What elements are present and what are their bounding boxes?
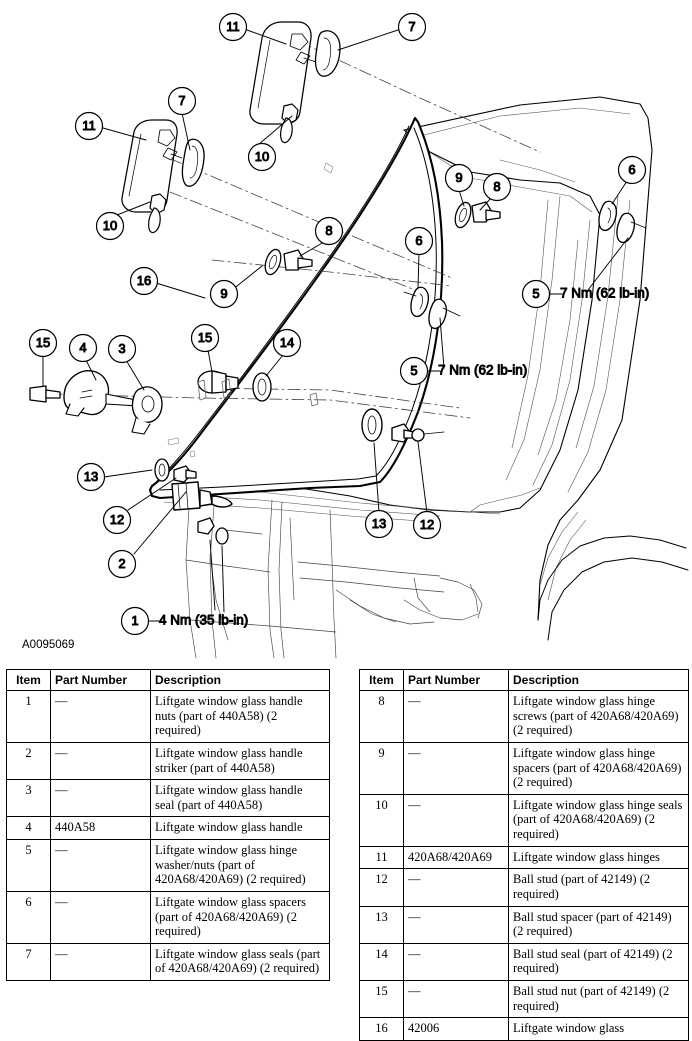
ball-stud-12-right <box>392 424 444 442</box>
hinge-seal-lower-7 <box>182 139 204 186</box>
wheel-arch <box>538 536 688 640</box>
callout-13 <box>366 511 393 538</box>
callout-2 <box>109 551 136 578</box>
cell-description: Liftgate window glass hinges <box>509 846 689 869</box>
callout-15 <box>192 325 219 352</box>
glass-washer-nut-5-lower <box>429 299 460 328</box>
callout-number: 6 <box>628 161 636 177</box>
column-header-description: Description <box>151 670 330 691</box>
cell-part-number: 42006 <box>404 1018 509 1041</box>
table-row <box>7 780 330 817</box>
cell-part-number: — <box>51 891 151 943</box>
ball-stud-nut-15-left <box>30 386 60 402</box>
cell-description: Ball stud nut (part of 42149) (2 required) <box>509 981 689 1018</box>
cell-item: 5 <box>7 840 51 892</box>
ball-stud-spacer-13-left <box>155 459 169 481</box>
cell-item: 1 <box>7 691 51 743</box>
callout-10 <box>97 213 124 240</box>
callout-number: 5 <box>410 362 418 378</box>
callout-10 <box>249 144 276 171</box>
torque-label <box>560 286 649 301</box>
callout-number: 7 <box>408 18 416 34</box>
glass-washer-nut-5-upper <box>617 213 646 242</box>
hinge-spacer-9-lower <box>262 247 283 276</box>
callout-13 <box>78 464 105 491</box>
callout-14 <box>274 330 301 357</box>
callout-3 <box>109 336 136 363</box>
parts-table-left <box>6 669 330 981</box>
callout-number: 9 <box>220 285 228 301</box>
table-row <box>360 869 689 906</box>
ball-stud-seal-14 <box>253 373 271 401</box>
cell-part-number: — <box>404 794 509 846</box>
callout-number: 5 <box>532 285 540 301</box>
table-row <box>7 840 330 892</box>
cell-item: 4 <box>7 817 51 840</box>
cell-description: Liftgate window glass hinge washer/nuts (part of 420A68/420A69) (2 required) <box>151 840 330 892</box>
cell-part-number: 420A68/420A69 <box>404 846 509 869</box>
callout-5 <box>401 358 428 385</box>
ball-stud-spacer-13-right <box>362 409 382 441</box>
liftgate-handle-4 <box>64 371 138 416</box>
callout-9 <box>211 281 238 308</box>
cell-item: 10 <box>360 794 404 846</box>
cell-description: Liftgate window glass handle nuts (part of 440A58) (2 required) <box>151 691 330 743</box>
callout-number: 15 <box>35 334 51 350</box>
callout-number: 11 <box>82 117 96 133</box>
handle-seal-3 <box>132 387 162 434</box>
hinge-seal-upper-7 <box>315 31 340 76</box>
callout-number: 16 <box>136 272 152 288</box>
cell-item: 15 <box>360 981 404 1018</box>
callout-number: 10 <box>102 217 118 233</box>
cell-part-number: — <box>51 943 151 980</box>
callout-number: 13 <box>83 468 99 484</box>
torque-value: 7 Nm (62 lb-in) <box>560 285 650 301</box>
cell-item: 16 <box>360 1018 404 1041</box>
cell-description: Liftgate window glass handle striker (part of 440A58) <box>151 742 330 779</box>
callout-1 <box>122 608 149 635</box>
callout-number: 3 <box>118 340 126 356</box>
cell-part-number: — <box>404 742 509 794</box>
cell-item: 3 <box>7 780 51 817</box>
table-row <box>360 906 689 943</box>
table-header-row <box>7 670 330 691</box>
cell-item: 9 <box>360 742 404 794</box>
callout-5 <box>523 281 550 308</box>
drawing-id: A0095069 <box>22 639 75 651</box>
cell-item: 13 <box>360 906 404 943</box>
cell-part-number: — <box>51 691 151 743</box>
cell-description: Ball stud spacer (part of 42149) (2 required) <box>509 906 689 943</box>
cell-description: Liftgate window glass spacers (part of 420A68/420A69) (2 required) <box>151 891 330 943</box>
table-row <box>360 943 689 980</box>
cell-part-number: — <box>51 840 151 892</box>
callout-7 <box>169 88 196 115</box>
callout-number: 4 <box>79 339 87 355</box>
column-header-item: Item <box>7 670 51 691</box>
callout-6 <box>406 228 433 255</box>
table-header-row <box>360 670 689 691</box>
cell-description: Liftgate window glass handle seal (part of 440A58) <box>151 780 330 817</box>
lower-body-panel <box>186 490 482 658</box>
callout-9 <box>446 165 473 192</box>
callout-8 <box>484 174 511 201</box>
cell-part-number: — <box>404 869 509 906</box>
cell-part-number: 440A58 <box>51 817 151 840</box>
callout-6 <box>619 157 646 184</box>
column-header-part-number: Part Number <box>51 670 151 691</box>
column-header-description: Description <box>509 670 689 691</box>
glass-spacer-6-upper <box>599 201 616 230</box>
callout-number: 2 <box>118 555 126 571</box>
callout-12 <box>104 507 131 534</box>
callout-number: 13 <box>371 515 387 531</box>
hinge-screw-8-lower <box>284 250 312 270</box>
callout-number: 15 <box>197 329 213 345</box>
callout-11 <box>220 14 247 41</box>
table-row <box>360 691 689 743</box>
callout-15 <box>30 330 57 357</box>
table-row <box>360 742 689 794</box>
torque-label <box>159 613 248 628</box>
cell-item: 8 <box>360 691 404 743</box>
callout-12 <box>414 512 441 539</box>
torque-value: 4 Nm (35 lb-in) <box>159 612 249 628</box>
cell-description: Liftgate window glass <box>509 1018 689 1041</box>
table-row <box>360 794 689 846</box>
cell-part-number: — <box>404 943 509 980</box>
cell-description: Liftgate window glass hinge seals (part of 420A68/420A69) (2 required) <box>509 794 689 846</box>
cell-description: Ball stud seal (part of 42149) (2 required) <box>509 943 689 980</box>
callout-16 <box>131 268 158 295</box>
cell-description: Liftgate window glass handle <box>151 817 330 840</box>
column-header-part-number: Part Number <box>404 670 509 691</box>
callout-number: 11 <box>226 18 240 34</box>
callout-number: 8 <box>493 178 501 194</box>
parts-table-right <box>359 669 689 1041</box>
cell-part-number: — <box>404 981 509 1018</box>
column-header-item: Item <box>360 670 404 691</box>
cell-description: Liftgate window glass hinge spacers (part of 420A68/420A69) (2 required) <box>509 742 689 794</box>
hinge-spacer-lower-10 <box>149 194 166 233</box>
cell-item: 2 <box>7 742 51 779</box>
callout-number: 6 <box>415 232 423 248</box>
cell-description: Liftgate window glass seals (part of 420A68/420A69) (2 required) <box>151 943 330 980</box>
hinge-spacer-9-upper <box>452 200 473 229</box>
cell-description: Ball stud (part of 42149) (2 required) <box>509 869 689 906</box>
callout-4 <box>70 335 97 362</box>
cell-item: 12 <box>360 869 404 906</box>
cell-item: 11 <box>360 846 404 869</box>
cell-part-number: — <box>404 691 509 743</box>
callout-number: 1 <box>131 612 139 628</box>
table-row <box>7 891 330 943</box>
cell-item: 7 <box>7 943 51 980</box>
callout-8 <box>316 218 343 245</box>
cell-part-number: — <box>51 780 151 817</box>
callout-number: 7 <box>178 92 186 108</box>
cell-part-number: — <box>404 906 509 943</box>
cell-description: Liftgate window glass hinge screws (part of 420A68/420A69) (2 required) <box>509 691 689 743</box>
table-row <box>360 1018 689 1041</box>
callout-number: 12 <box>109 511 125 527</box>
table-row <box>7 943 330 980</box>
callout-number: 14 <box>279 334 295 350</box>
callout-number: 10 <box>254 148 270 164</box>
torque-value: 7 Nm (62 lb-in) <box>438 362 528 378</box>
callout-number: 12 <box>419 516 435 532</box>
cell-item: 14 <box>360 943 404 980</box>
table-row <box>7 691 330 743</box>
cell-part-number: — <box>51 742 151 779</box>
hinge-screw-8-upper <box>472 202 500 222</box>
callout-11 <box>76 113 103 140</box>
table-row <box>360 846 689 869</box>
table-row <box>360 981 689 1018</box>
cell-item: 6 <box>7 891 51 943</box>
table-row <box>7 817 330 840</box>
callout-number: 9 <box>455 169 463 185</box>
callout-7 <box>399 14 426 41</box>
torque-label <box>438 363 527 378</box>
table-row <box>7 742 330 779</box>
callout-number: 8 <box>325 222 333 238</box>
